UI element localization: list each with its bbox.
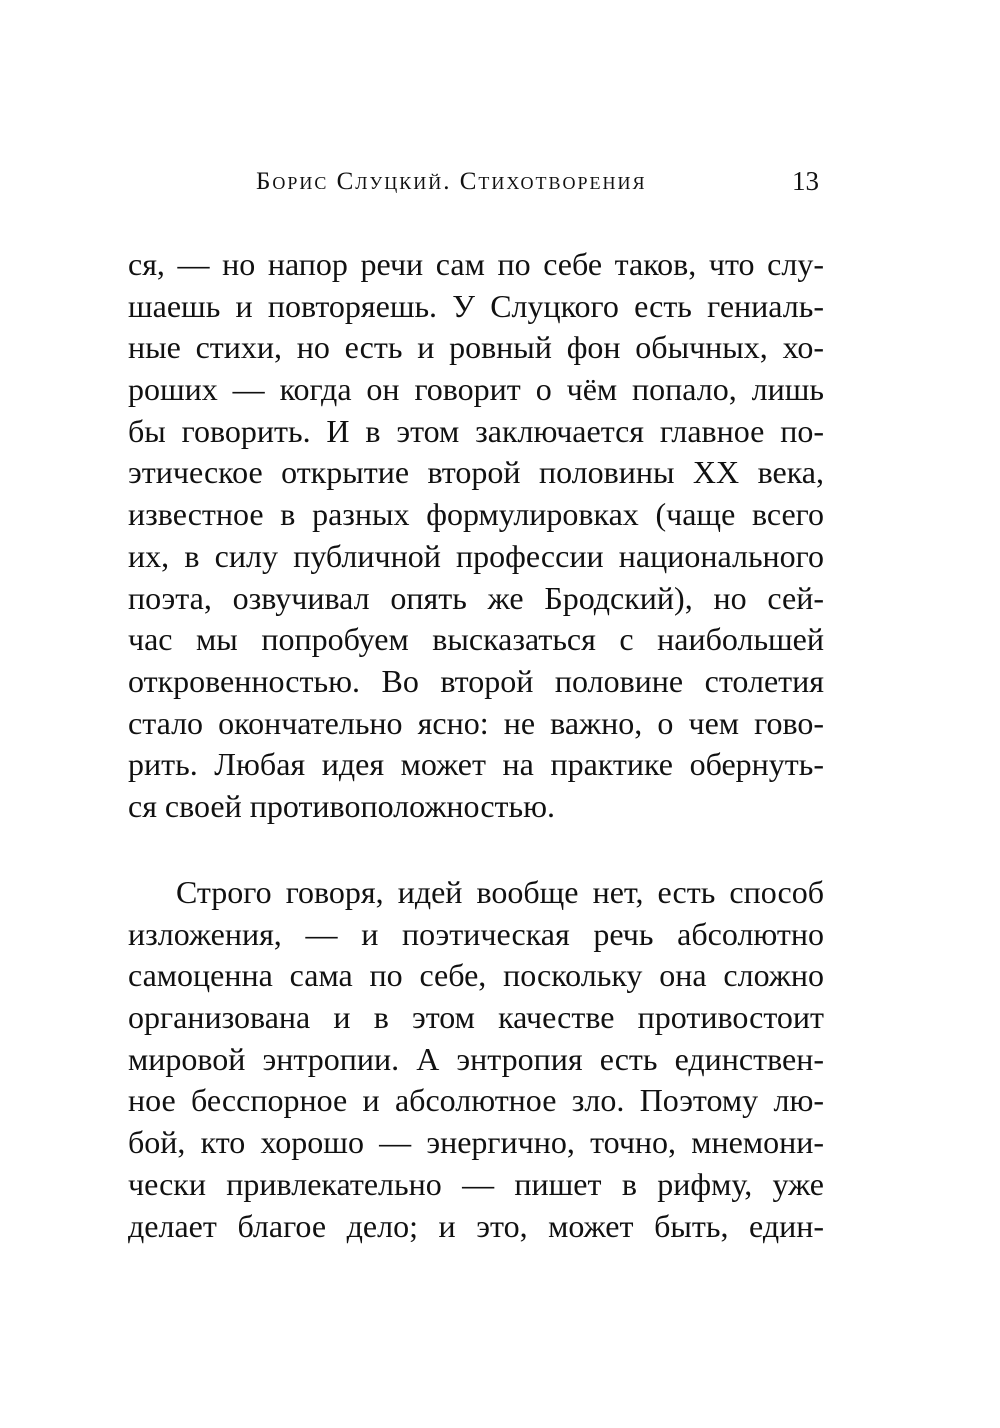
paragraph-1 xyxy=(128,244,824,828)
paragraph-2 xyxy=(128,872,824,1247)
text-line: чески привлекательно — пишет в рифму, уже xyxy=(128,1165,824,1202)
text-line: шаешь и повторяешь. У Слуцкого есть гениаль- xyxy=(128,287,824,324)
text-line: роших — когда он говорит о чём попало, лишь xyxy=(128,371,824,408)
text-line: известное в разных формулировках (чаще всего xyxy=(128,496,824,533)
text-line: организована и в этом качестве противостоит xyxy=(128,999,824,1036)
text-line: мировой энтропии. А энтропия есть единствен- xyxy=(128,1040,824,1077)
text-line: самоценна сама по себе, поскольку она сложно xyxy=(128,957,824,994)
text-line: ся, — но напор речи сам по себе таков, что слу- xyxy=(128,246,824,282)
text-line: час мы попробуем высказаться с наибольшей xyxy=(128,621,824,658)
text-line: бой, кто хорошо — энергично, точно, мнемони- xyxy=(128,1124,824,1161)
text-line: ся своей противоположностью. xyxy=(128,787,556,824)
text-line: ное бесспорное и абсолютное зло. Поэтому лю- xyxy=(128,1082,824,1119)
text-line: изложения, — и поэтическая речь абсолютно xyxy=(128,915,824,952)
text-line: стало окончательно ясно: не важно, о чем гово- xyxy=(128,704,824,741)
page-number: 13 xyxy=(792,166,819,196)
text-line: ные стихи, но есть и ровный фон обычных, хо- xyxy=(128,329,824,366)
text-line: их, в силу публичной профессии национального xyxy=(128,537,824,574)
text-line: рить. Любая идея может на практике обернуть- xyxy=(128,746,824,783)
text-line: этическое открытие второй половины XX века, xyxy=(128,454,824,491)
text-line: откровенностью. Во второй половине столетия xyxy=(128,662,824,699)
text-line: поэта, озвучивал опять же Бродский), но сей- xyxy=(128,579,824,616)
text-line: бы говорить. И в этом заключается главное по- xyxy=(128,412,824,449)
running-title: Борис Слуцкий. Стихотворения xyxy=(256,168,647,195)
text-line: Строго говоря, идей вообще нет, есть способ xyxy=(176,874,824,910)
text-line: делает благое дело; и это, может быть, един- xyxy=(128,1207,824,1244)
